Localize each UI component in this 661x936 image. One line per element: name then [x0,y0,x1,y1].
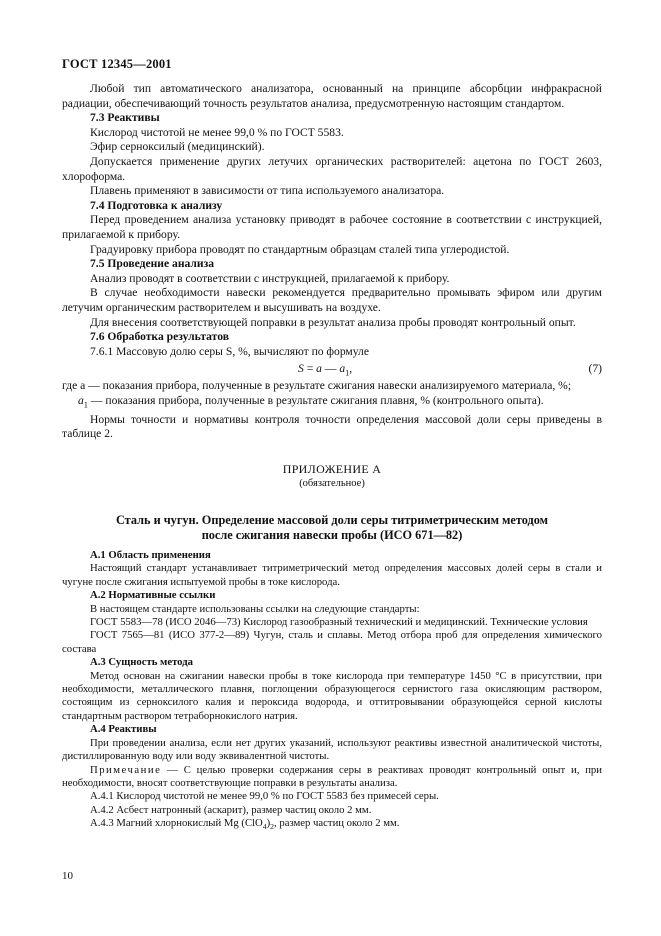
section-7-body [62,82,602,442]
paragraph: Анализ проводят в соответствии с инструкцией, прилагаемой к прибору. [90,271,450,285]
paragraph: При проведении анализа, если нет других указаний, используют реактивы известной аналитической чистоты, дистиллированную воду или воду эквивалентной чистоты. [62,736,602,763]
standard-header: ГОСТ 12345—2001 [62,57,172,71]
paragraph: Кислород чистотой не менее 99,0 % по ГОСТ 5583. [90,125,344,139]
reagent-item: А.4.3 Магний хлорнокислый Mg $(ClO_4)_2$, размер частиц около 2 мм. [90,817,400,832]
paragraph: Любой тип автоматического анализатора, основанный на принципе абсорбции инфракрасной радиации, обеспечивающий точность результатов анализа, предусмотренную настоящим стандартом. [62,82,602,110]
heading-7-3: 7.3 Реактивы [90,111,160,125]
reagent-item: А.4.1 Кислород чистотой не менее 99,0 % по ГОСТ 5583 без примесей серы. [90,790,439,803]
paragraph: ГОСТ 5583—78 (ИСО 2046—73) Кислород газообразный технический и медицинский. Технические условия [90,616,588,629]
heading-7-5: 7.5 Проведение анализа [90,257,215,271]
page-number: 10 [62,870,73,882]
paragraph: В настоящем стандарте использованы ссылки на следующие стандарты: [90,602,420,615]
paragraph: Для внесения соответствующей поправки в результат анализа пробы проводят контрольный опыт. [90,315,576,329]
paragraph: В случае необходимости навески рекомендуется предварительно промывать эфиром или другим летучим органическим растворителем и высушивать на воздухе. [62,286,602,314]
paragraph: 7.6.1 Массовую долю серы S, %, вычисляют по формуле [90,344,369,358]
paragraph: Нормы точности и нормативы контроля точности определения массовой доли серы приведены в таблице 2. [62,412,602,441]
formula-number: (7) [588,362,602,376]
appendix-heading: Сталь и чугун. Определение массовой доли серы титриметрическим методом после сжигания навески пробы (ИСО 671—82) [115,513,549,542]
paragraph: Градуировку прибора проводят по стандартным образцам сталей типа углеродистой. [90,242,510,256]
paragraph: Плавень применяют в зависимости от типа используемого анализатора. [90,184,445,198]
appendix-subtitle: (обязательное) [299,478,365,489]
paragraph: Перед проведением анализа установку приводят в рабочее состояние в соответствии с инструкцией, прилагаемой к прибору. [62,213,602,241]
paragraph: Эфир серноксилый (медицинский). [90,140,265,154]
heading-7-4: 7.4 Подготовка к анализу [90,198,223,212]
paragraph: Допускается применение других летучих органических растворителей: ацетона по ГОСТ 2603, хлороформа. [62,154,602,183]
formula-legend-a: где a — показания прибора, полученные в результате сжигания навески анализируемого материала, %; [62,379,572,393]
reagent-item: А.4.2 Асбест натронный (аскарит), размер частиц около 2 мм. [90,803,372,816]
heading-a-3: А.3 Сущность метода [90,656,193,669]
heading-a-4: А.4 Реактивы [90,723,157,736]
appendix-title: ПРИЛОЖЕНИЕ А [282,462,382,476]
formula-expression: S = a — $a_1$, [298,362,353,378]
paragraph: ГОСТ 7565—81 (ИСО 377-2—89) Чугун, сталь и сплавы. Метод отбора проб для определения химического состава [62,629,602,655]
formula-legend-a1: $a_1$ — показания прибора, полученные в результате сжигания плавня, % (контрольного опыта). [78,393,544,410]
note: Примечание — С целью проверки содержания серы в реактивах проводят контрольный опыт и, при необходимости, вносят соответствующие поправки в результаты анализа. [62,763,602,789]
formula-7 [62,359,602,379]
heading-a-2: А.2 Нормативные ссылки [90,589,216,602]
paragraph: Настоящий стандарт устанавливает титриметрический метод определения массовых долей серы в стали и чугуне после сжигания испытуемой пробы в токе кислорода. [62,562,602,588]
heading-7-6: 7.6 Обработка результатов [90,330,229,344]
paragraph: Метод основан на сжигании навески пробы в токе кислорода при температуре 1450 °С в присутствии, при необходимости, металлического плавня, поглощении образующегося сернистого газа окисляющим раствором, состоящим из серноксилого калия и пероксида водорода, и оттитровывании образующейся серной кислоты стандартным раствором тетраборнокислого натрия. [62,669,602,722]
appendix-body [62,549,602,834]
appendix-label [62,462,602,490]
heading-a-1: А.1 Область применения [90,549,211,561]
